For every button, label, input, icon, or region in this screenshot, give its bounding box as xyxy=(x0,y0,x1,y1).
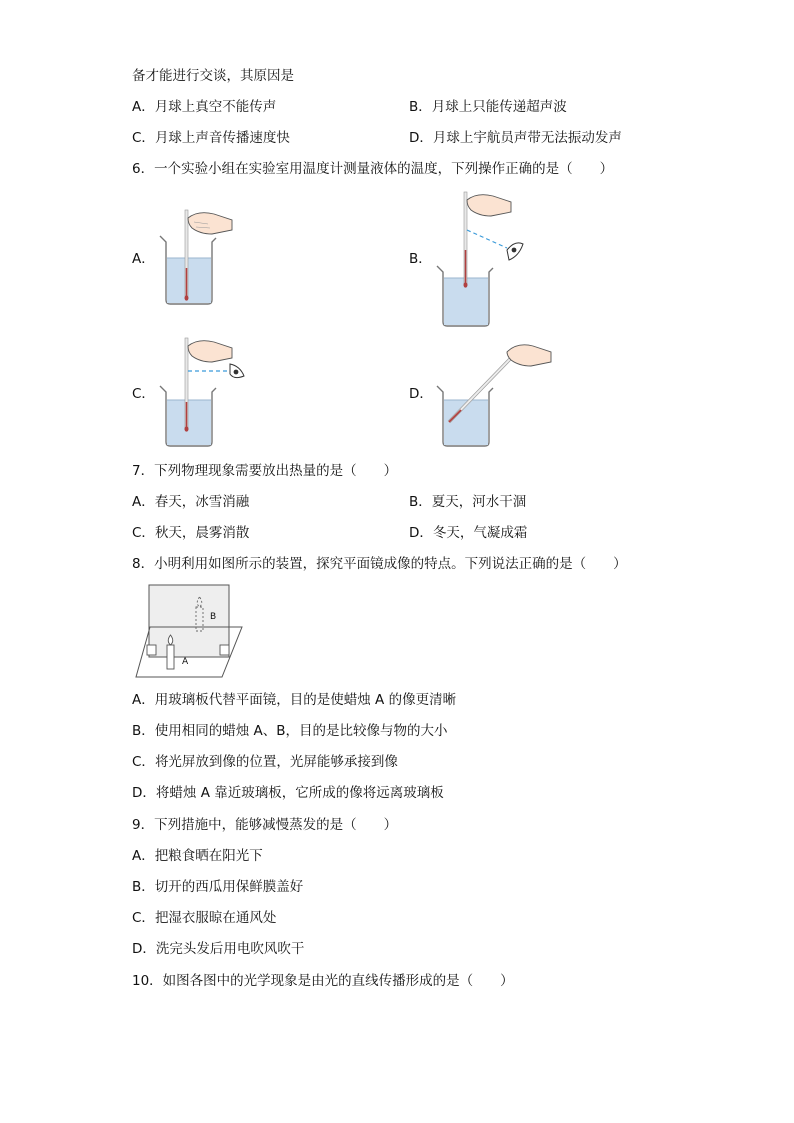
q5-option-d[interactable] xyxy=(409,129,622,147)
q5-stem-tail: 备才能进行交谈，其原因是 xyxy=(132,68,294,84)
q6-figure-b xyxy=(435,190,535,334)
option-text: 切开的西瓜用保鲜膜盖好 xyxy=(154,879,304,895)
q6-option-c-label[interactable]: C． xyxy=(132,386,155,402)
q7-stem: 7．下列物理现象需要放出热量的是（ ） xyxy=(132,463,398,479)
q5-option-c[interactable] xyxy=(132,129,290,147)
option-text: 将蜡烛 A 靠近玻璃板，它所成的像将远离玻璃板 xyxy=(155,785,444,801)
q9-option-a[interactable] xyxy=(132,847,263,865)
q6-option-b-label[interactable]: B． xyxy=(409,251,432,267)
q6-figure-d xyxy=(435,338,553,452)
q8-stem: 8．小明利用如图所示的装置，探究平面镜成像的特点。下列说法正确的是（ ） xyxy=(132,556,627,572)
option-text: 月球上声音传播速度快 xyxy=(154,130,290,146)
q9-option-d[interactable] xyxy=(132,940,304,958)
q8-option-d[interactable] xyxy=(132,784,444,802)
option-text: 把粮食晒在阳光下 xyxy=(154,848,263,864)
q6-option-d-label[interactable]: D． xyxy=(409,386,433,402)
option-text: 使用相同的蜡烛 A、B，目的是比较像与物的大小 xyxy=(154,723,448,739)
option-label: C． xyxy=(132,910,155,926)
option-label: C． xyxy=(132,754,155,770)
q10-stem: 10．如图各图中的光学现象是由光的直线传播形成的是（ ） xyxy=(132,973,514,989)
q6-stem: 6．一个实验小组在实验室用温度计测量液体的温度，下列操作正确的是（ ） xyxy=(132,161,614,177)
option-text: 将光屏放到像的位置，光屏能够承接到像 xyxy=(154,754,398,770)
option-label: C． xyxy=(132,130,155,146)
candle-b-label: B xyxy=(210,612,217,622)
option-label: D． xyxy=(132,785,156,801)
q7-option-c[interactable] xyxy=(132,524,249,542)
option-text: 月球上真空不能传声 xyxy=(154,99,277,115)
q5-option-b[interactable] xyxy=(409,98,567,116)
candle-a-label: A xyxy=(182,657,189,667)
option-label: C． xyxy=(132,525,155,541)
q7-option-b[interactable] xyxy=(409,493,526,511)
q7-option-a[interactable] xyxy=(132,493,249,511)
option-text: 夏天，河水干涸 xyxy=(431,494,527,510)
option-text: 把湿衣服晾在通风处 xyxy=(154,910,277,926)
option-label: D． xyxy=(132,941,156,957)
q5-option-a[interactable] xyxy=(132,98,276,116)
option-label: D． xyxy=(409,130,433,146)
option-text: 春天，冰雪消融 xyxy=(154,494,250,510)
option-label: B． xyxy=(132,723,155,739)
option-text: 秋天，晨雾消散 xyxy=(154,525,250,541)
option-label: A． xyxy=(132,494,155,510)
q7-option-d[interactable] xyxy=(409,524,527,542)
q8-option-b[interactable] xyxy=(132,722,448,740)
q8-mirror-figure xyxy=(134,583,246,683)
option-label: A． xyxy=(132,848,155,864)
q6-option-a-label[interactable]: A． xyxy=(132,251,155,267)
q8-option-a[interactable] xyxy=(132,691,456,709)
q9-stem: 9．下列措施中，能够减慢蒸发的是（ ） xyxy=(132,817,398,833)
option-text: 月球上宇航员声带无法振动发声 xyxy=(432,130,622,146)
option-label: A． xyxy=(132,692,155,708)
option-label: A． xyxy=(132,99,155,115)
q9-option-c[interactable] xyxy=(132,909,276,927)
option-label: D． xyxy=(409,525,433,541)
option-text: 冬天，气凝成霜 xyxy=(432,525,528,541)
option-label: B． xyxy=(132,879,155,895)
option-text: 月球上只能传递超声波 xyxy=(431,99,567,115)
option-text: 洗完头发后用电吹风吹干 xyxy=(155,941,305,957)
option-label: B． xyxy=(409,494,432,510)
option-text: 用玻璃板代替平面镜，目的是使蜡烛 A 的像更清晰 xyxy=(154,692,457,708)
q6-figure-a xyxy=(158,208,234,310)
q6-figure-c xyxy=(158,336,258,452)
q8-option-c[interactable] xyxy=(132,753,398,771)
option-label: B． xyxy=(409,99,432,115)
q9-option-b[interactable] xyxy=(132,878,303,896)
